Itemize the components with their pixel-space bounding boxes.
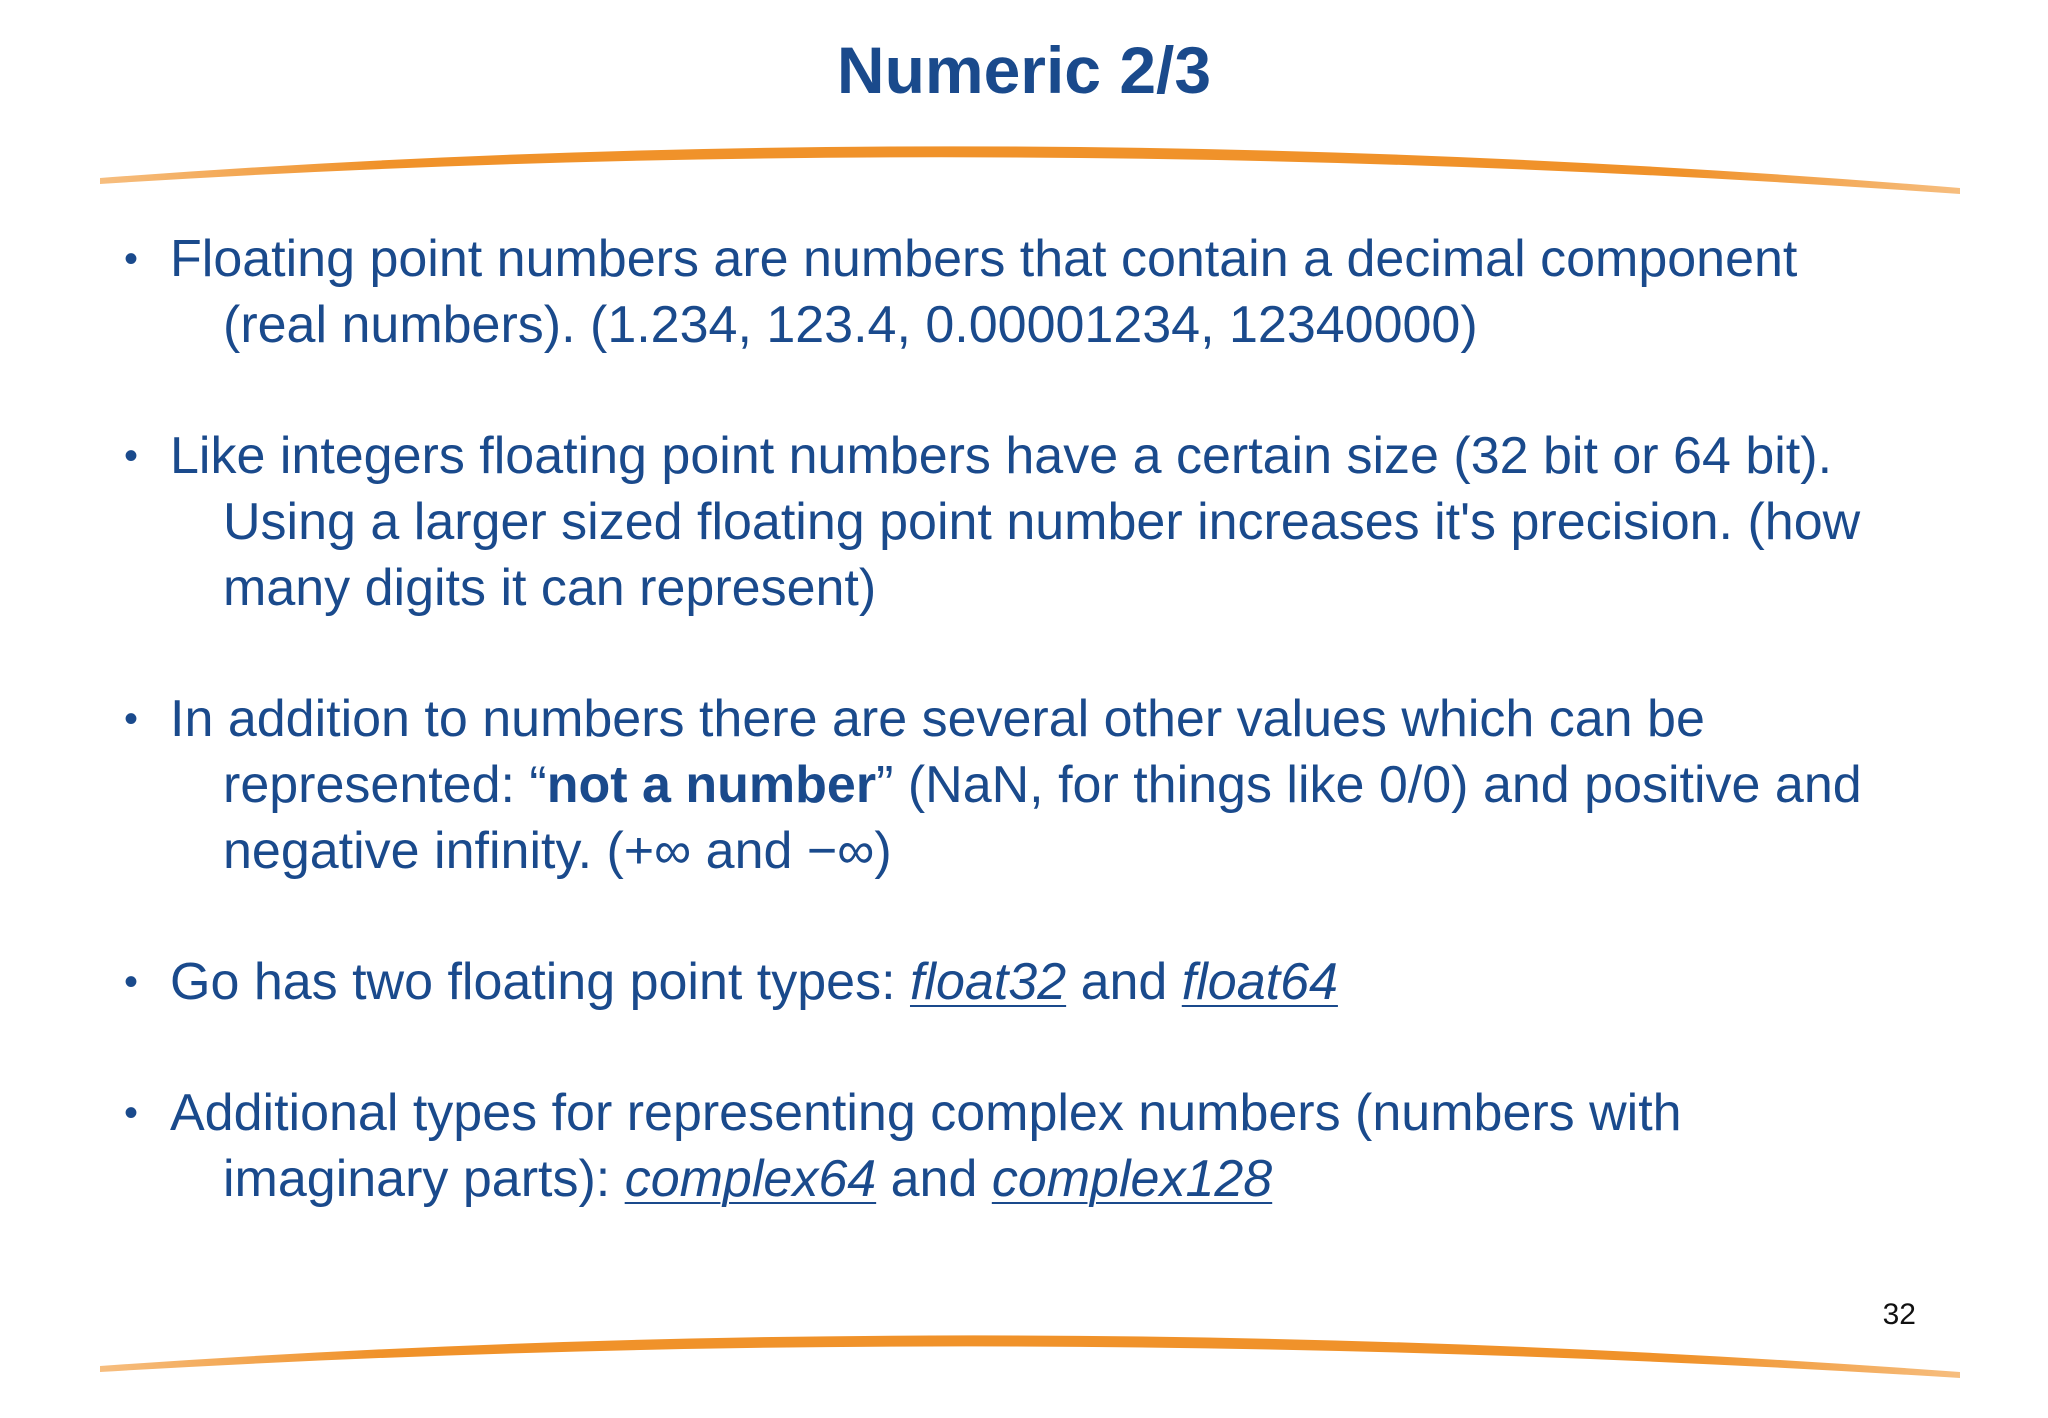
- bullet-text: and: [1066, 953, 1182, 1011]
- bullet-special-values: [120, 686, 2020, 884]
- complex64-link[interactable]: complex64: [624, 1150, 877, 1208]
- nan-emphasis: not a number: [546, 756, 877, 814]
- bullet-text: negative infinity. (+∞ and −∞): [223, 822, 892, 880]
- bullet-text-line: [170, 752, 2020, 818]
- bullet-text: imaginary parts):: [223, 1150, 625, 1208]
- bullet-text: Additional types for representing complex numbers (numbers with: [170, 1084, 1682, 1142]
- bullet-go-float-types: [120, 949, 2020, 1015]
- bullet-text: and: [876, 1150, 992, 1208]
- bullet-text: Using a larger sized floating point number increases it's precision. (how: [223, 493, 1861, 551]
- float32-link[interactable]: float32: [909, 953, 1067, 1011]
- bullet-marker: •: [124, 697, 139, 741]
- bullet-text: (real numbers). (1.234, 123.4, 0.00001234, 12340000): [223, 296, 1478, 354]
- bullet-marker: •: [124, 1091, 139, 1135]
- page-number: 32: [1882, 1298, 1916, 1331]
- bullet-text: many digits it can represent): [223, 559, 877, 617]
- bullet-text-line: [170, 1146, 2020, 1212]
- bullet-text-line: [170, 949, 2020, 1015]
- bullet-marker: •: [124, 237, 139, 281]
- bullet-marker: •: [124, 434, 139, 478]
- bullet-text: Go has two floating point types:: [170, 953, 910, 1011]
- bullet-list: [120, 226, 2020, 1277]
- complex128-link[interactable]: complex128: [991, 1150, 1273, 1208]
- bullet-marker: •: [124, 960, 139, 1004]
- bottom-swoosh-divider: [0, 1310, 2048, 1400]
- bullet-text: Floating point numbers are numbers that contain a decimal component: [170, 230, 1798, 288]
- bullet-floating-point-size: [120, 423, 2020, 621]
- slide-title: Numeric 2/3: [836, 33, 1212, 107]
- bullet-text: In addition to numbers there are several other values which can be: [170, 690, 1705, 748]
- bullet-text: represented: “: [223, 756, 547, 814]
- top-swoosh-divider: [0, 120, 2048, 210]
- bullet-complex-types: [120, 1080, 2020, 1212]
- bullet-text: Like integers floating point numbers have a certain size (32 bit or 64 bit).: [170, 427, 1833, 485]
- float64-link[interactable]: float64: [1181, 953, 1338, 1011]
- bullet-text: ” (NaN, for things like 0/0) and positive and: [876, 756, 1862, 814]
- bullet-floating-point-definition: [120, 226, 2020, 358]
